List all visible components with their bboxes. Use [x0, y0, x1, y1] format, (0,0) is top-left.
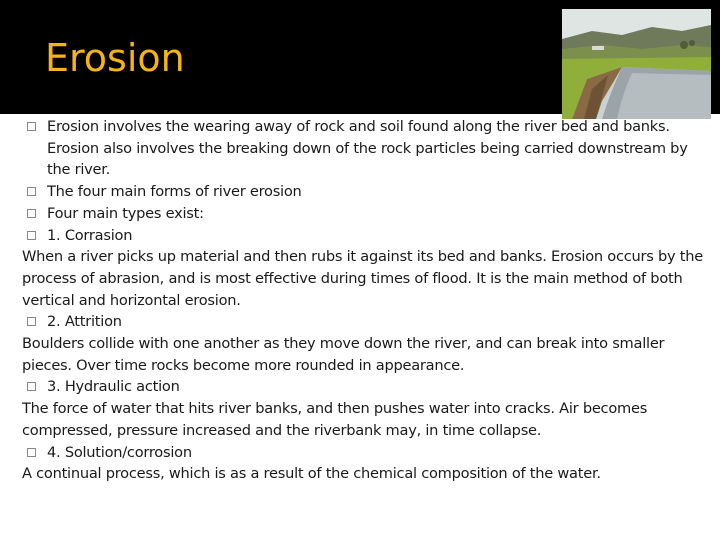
bullet-item — [22, 376, 710, 398]
bullet-text: Four main types exist: — [47, 204, 204, 222]
paragraph: Boulders collide with one another as they move down the river, and can break into smaller pieces. Over time rocks become more rounded in appearance. — [22, 335, 665, 374]
bullet-box-icon — [27, 448, 36, 457]
bullet-box-icon — [27, 122, 36, 131]
bullet-item — [22, 181, 710, 203]
bullet-item — [22, 203, 710, 225]
bullet-item — [22, 225, 710, 247]
bullet-text: 2. Attrition — [47, 313, 122, 331]
bullet-item — [22, 116, 710, 181]
bullet-item — [22, 442, 710, 464]
bullet-text: Erosion involves the wearing away of rock and soil found along the river bed and banks. Erosion also involves the breaking down of the rock particles being carried downstream by the river. — [47, 118, 688, 179]
bullet-text: 4. Solution/corrosion — [47, 443, 192, 461]
paragraph: The force of water that hits river banks, and then pushes water into cracks. Air becomes compressed, pressure increased and the riverbank may, in time collapse. — [22, 400, 648, 439]
bullet-box-icon — [27, 187, 36, 196]
river-bank-photo — [562, 9, 711, 119]
bullet-box-icon — [27, 209, 36, 218]
bullet-box-icon — [27, 382, 36, 391]
bullet-item — [22, 311, 710, 333]
slide-body — [22, 116, 710, 485]
slide-title: Erosion — [45, 36, 185, 80]
paragraph: When a river picks up material and then rubs it against its bed and banks. Erosion occurs by the process of abrasion, and is most effective during times of flood. It is the main method of both vertical and horizontal erosion. — [22, 248, 704, 309]
bullet-box-icon — [27, 231, 36, 240]
bullet-text: The four main forms of river erosion — [47, 183, 302, 201]
bullet-box-icon — [27, 317, 36, 326]
bullet-text: 3. Hydraulic action — [47, 378, 180, 396]
paragraph: A continual process, which is as a result of the chemical composition of the water. — [22, 465, 601, 483]
bullet-text: 1. Corrasion — [47, 226, 133, 244]
